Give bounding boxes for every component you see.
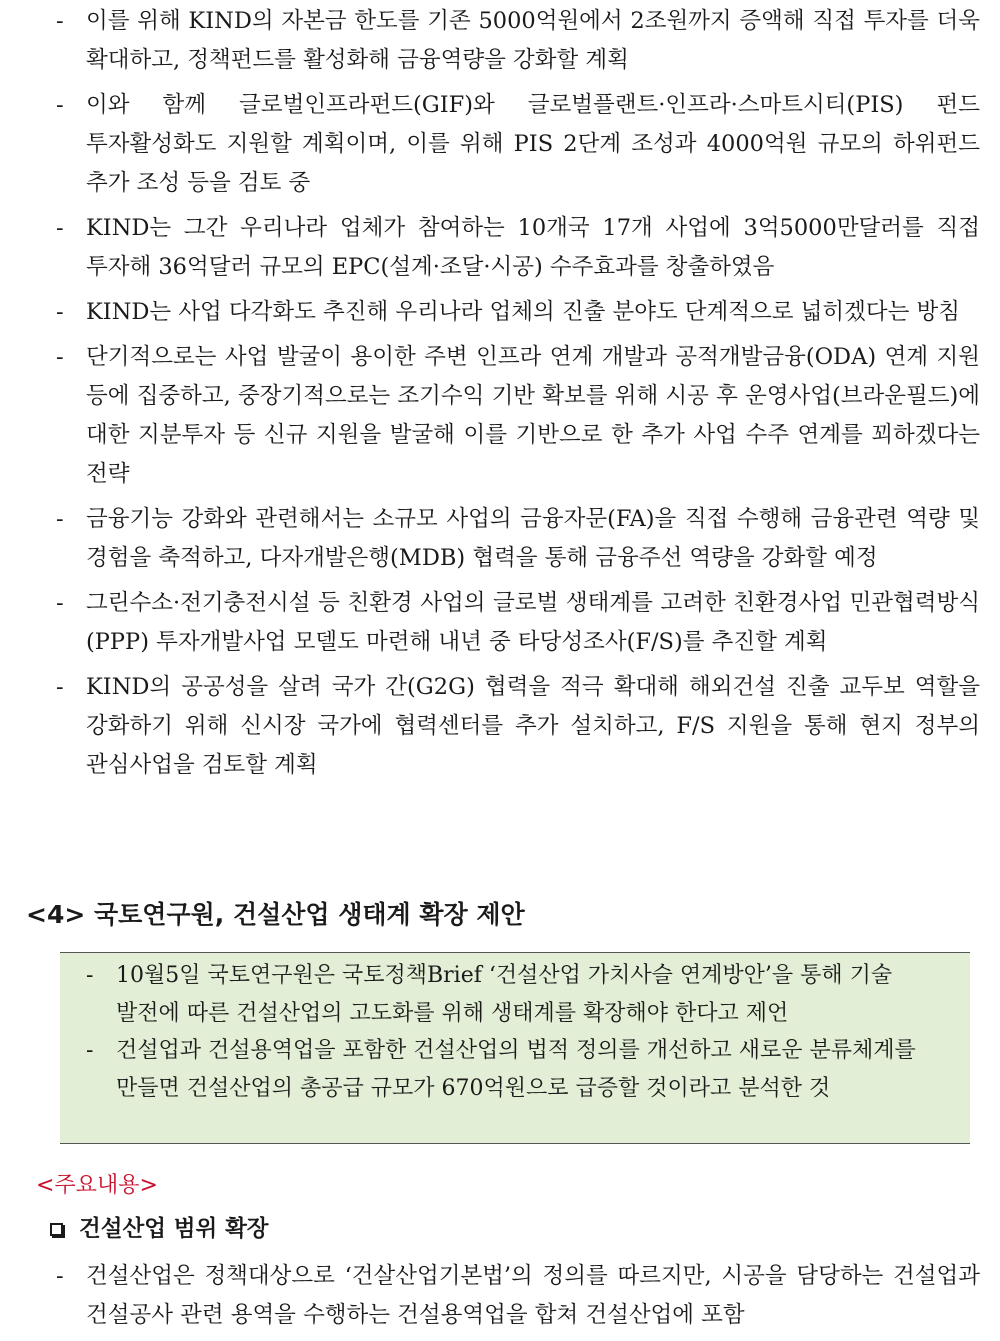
bullet-dash: - — [56, 674, 64, 700]
bullet-dash: - — [56, 344, 64, 370]
list-item — [56, 668, 980, 785]
list-item-text: 그린수소·전기충전시설 등 친환경 사업의 글로벌 생태계를 고려한 친환경사업 민관협력방식(PPP) 투자개발사업 모델도 마련해 내년 중 타당성조사(F/S)를 추진할 계획 — [86, 590, 980, 655]
subheading — [44, 1210, 269, 1248]
checkbox-square-icon — [50, 1223, 63, 1236]
list-item — [56, 500, 980, 578]
bullet-dash: - — [56, 92, 64, 118]
list-item — [56, 209, 980, 287]
summary-box — [60, 952, 970, 1144]
list-item — [56, 584, 980, 662]
list-item — [56, 338, 980, 494]
bullet-dash: - — [86, 1038, 94, 1063]
list-item — [56, 86, 980, 203]
subheading-text: 건설산업 범위 확장 — [79, 1216, 269, 1242]
summary-item-text: 건설업과 건설용역업을 포함한 건설산업의 법적 정의를 개선하고 새로운 분류체계를 만들면 건설산업의 총공급 규모가 670억원으로 급증할 것이라고 분석한 것 — [116, 1038, 916, 1101]
bullet-dash: - — [56, 215, 64, 241]
bullet-dash: - — [56, 299, 64, 325]
summary-item-text: 10월5일 국토연구원은 국토정책Brief ‘건설산업 가치사슬 연계방안’을 통해 기술 발전에 따른 건설산업의 고도화를 위해 생태계를 확장해야 한다고 제언 — [116, 963, 893, 1026]
section-heading: <4> 국토연구원, 건설산업 생태계 확장 제안 — [26, 900, 525, 929]
bullet-list-bottom — [56, 1257, 980, 1341]
bullet-dash: - — [56, 590, 64, 616]
list-item — [56, 2, 980, 80]
key-content-label: <주요내용> — [36, 1173, 158, 1198]
summary-item — [86, 1032, 942, 1107]
list-item-text: 금융기능 강화와 관련해서는 소규모 사업의 금융자문(FA)을 직접 수행해 금융관련 역량 및 경험을 축적하고, 다자개발은행(MDB) 협력을 통해 금융주선 역량을 강화할 예정 — [86, 506, 980, 571]
summary-item — [86, 957, 942, 1032]
list-item — [56, 293, 980, 332]
list-item-text: KIND의 공공성을 살려 국가 간(G2G) 협력을 적극 확대해 해외건설 진출 교두보 역할을 강화하기 위해 신시장 국가에 협력센터를 추가 설치하고, F/S 지원을 통해 현지 정부의 관심사업을 검토할 계획 — [86, 674, 980, 778]
bullet-dash: - — [56, 506, 64, 532]
bullet-dash: - — [56, 1263, 64, 1289]
list-item-text: 단기적으로는 사업 발굴이 용이한 주변 인프라 연계 개발과 공적개발금융(ODA) 연계 지원 등에 집중하고, 중장기적으로는 조기수익 기반 확보를 위해 시공 후 운영사업(브라운필드)에 대한 지분투자 등 신규 지원을 발굴해 이를 기반으로 한 추가 사업 수주 연계를 꾀하겠다는 전략 — [86, 344, 980, 487]
list-item-text: KIND는 그간 우리나라 업체가 참여하는 10개국 17개 사업에 3억5000만달러를 직접 투자해 36억달러 규모의 EPC(설계·조달·시공) 수주효과를 창출하였음 — [86, 215, 980, 280]
list-item-text: 건설산업은 정책대상으로 ‘건살산업기본법’의 정의를 따르지만, 시공을 담당하는 건설업과 건설공사 관련 용역을 수행하는 건설용역업을 합쳐 건설산업에 포함 — [86, 1263, 980, 1328]
bullet-dash: - — [56, 8, 64, 34]
list-item-text: 이와 함께 글로벌인프라펀드(GIF)와 글로벌플랜트·인프라·스마트시티(PIS) 펀드 투자활성화도 지원할 계획이며, 이를 위해 PIS 2단계 조성과 4000억원 규모의 하위펀드 추가 조성 등을 검토 중 — [86, 92, 980, 196]
list-item-text: 이를 위해 KIND의 자본금 한도를 기존 5000억원에서 2조원까지 증액해 직접 투자를 더욱 확대하고, 정책펀드를 활성화해 금융역량을 강화할 계획 — [86, 8, 980, 73]
bullet-list-top — [56, 2, 980, 791]
list-item — [56, 1257, 980, 1335]
list-item-text: KIND는 사업 다각화도 추진해 우리나라 업체의 진출 분야도 단계적으로 넓히겠다는 방침 — [86, 299, 960, 325]
bullet-dash: - — [86, 963, 94, 988]
